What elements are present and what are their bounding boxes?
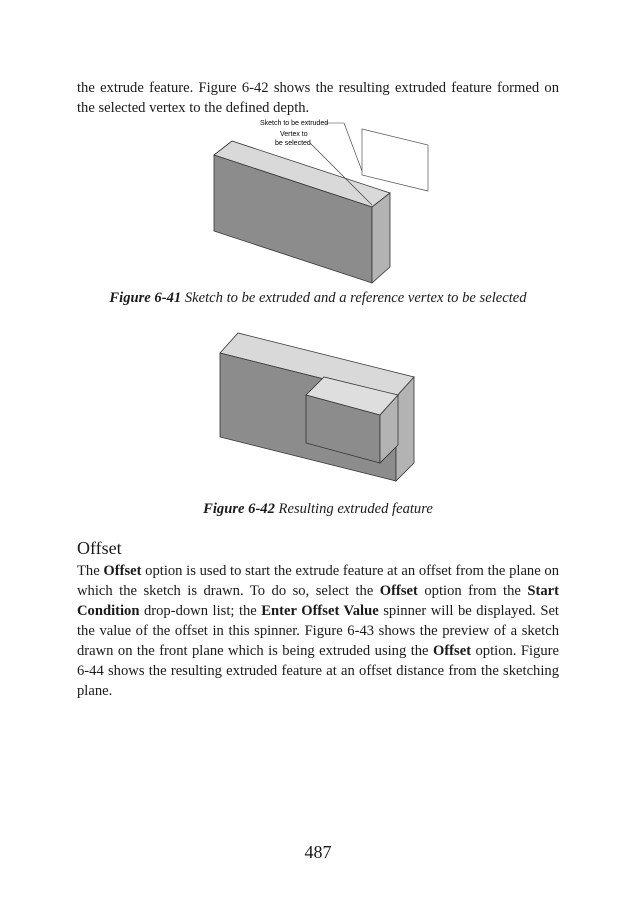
enter-offset-value-bold: Enter Offset Value xyxy=(261,603,379,619)
figure-6-41-caption xyxy=(0,290,636,307)
offset-text-6: option. Figure 6-44 shows the resulting extruded feature at an offset distance from the sketching plane. xyxy=(77,643,559,699)
annotation-vertex-line1: Vertex to xyxy=(280,131,308,138)
offset-bold-3: Offset xyxy=(432,643,472,659)
figure-6-41-label: Figure 6-41 xyxy=(109,290,182,306)
figure-6-42-label: Figure 6-42 xyxy=(203,501,275,517)
sketch-rectangle xyxy=(362,129,428,191)
start-condition-bold: Start Condition xyxy=(77,583,559,619)
offset-text-3: option from the xyxy=(417,583,528,599)
annotation-vertex-line2: be selected xyxy=(275,140,311,147)
offset-text-1: The xyxy=(77,563,104,579)
offset-text-2: option is used to start the extrude feature at an offset from the plane on which the sketch is drawn. To do so, select the xyxy=(77,563,559,599)
offset-text-4: drop-down list; the xyxy=(139,603,262,619)
figure-6-41-illustration xyxy=(200,115,440,290)
figure-6-42-caption-text: Resulting extruded feature xyxy=(274,501,433,517)
figure-6-42-caption xyxy=(0,501,636,518)
sketch-leader-line xyxy=(326,123,362,171)
annotation-sketch-to-be-extruded: Sketch to be extruded xyxy=(260,120,329,127)
intro-paragraph: the extrude feature. Figure 6-42 shows the resulting extruded feature formed on the selected vertex to the defined depth. xyxy=(77,80,559,116)
figure-6-42-illustration xyxy=(210,325,430,485)
block-right-face xyxy=(372,193,390,283)
offset-text-5: spinner will be displayed. Set the value of the offset in this spinner. Figure 6-43 shows the preview of a sketch drawn on the front plane which is being extruded using the xyxy=(77,603,559,659)
offset-bold-2: Offset xyxy=(379,583,418,599)
page-number: 487 xyxy=(304,842,332,862)
section-heading-offset: Offset xyxy=(77,538,122,558)
offset-bold-1: Offset xyxy=(103,563,142,579)
offset-paragraph xyxy=(77,561,559,701)
figure-6-41-caption-text: Sketch to be extruded and a reference vertex to be selected xyxy=(181,290,527,306)
